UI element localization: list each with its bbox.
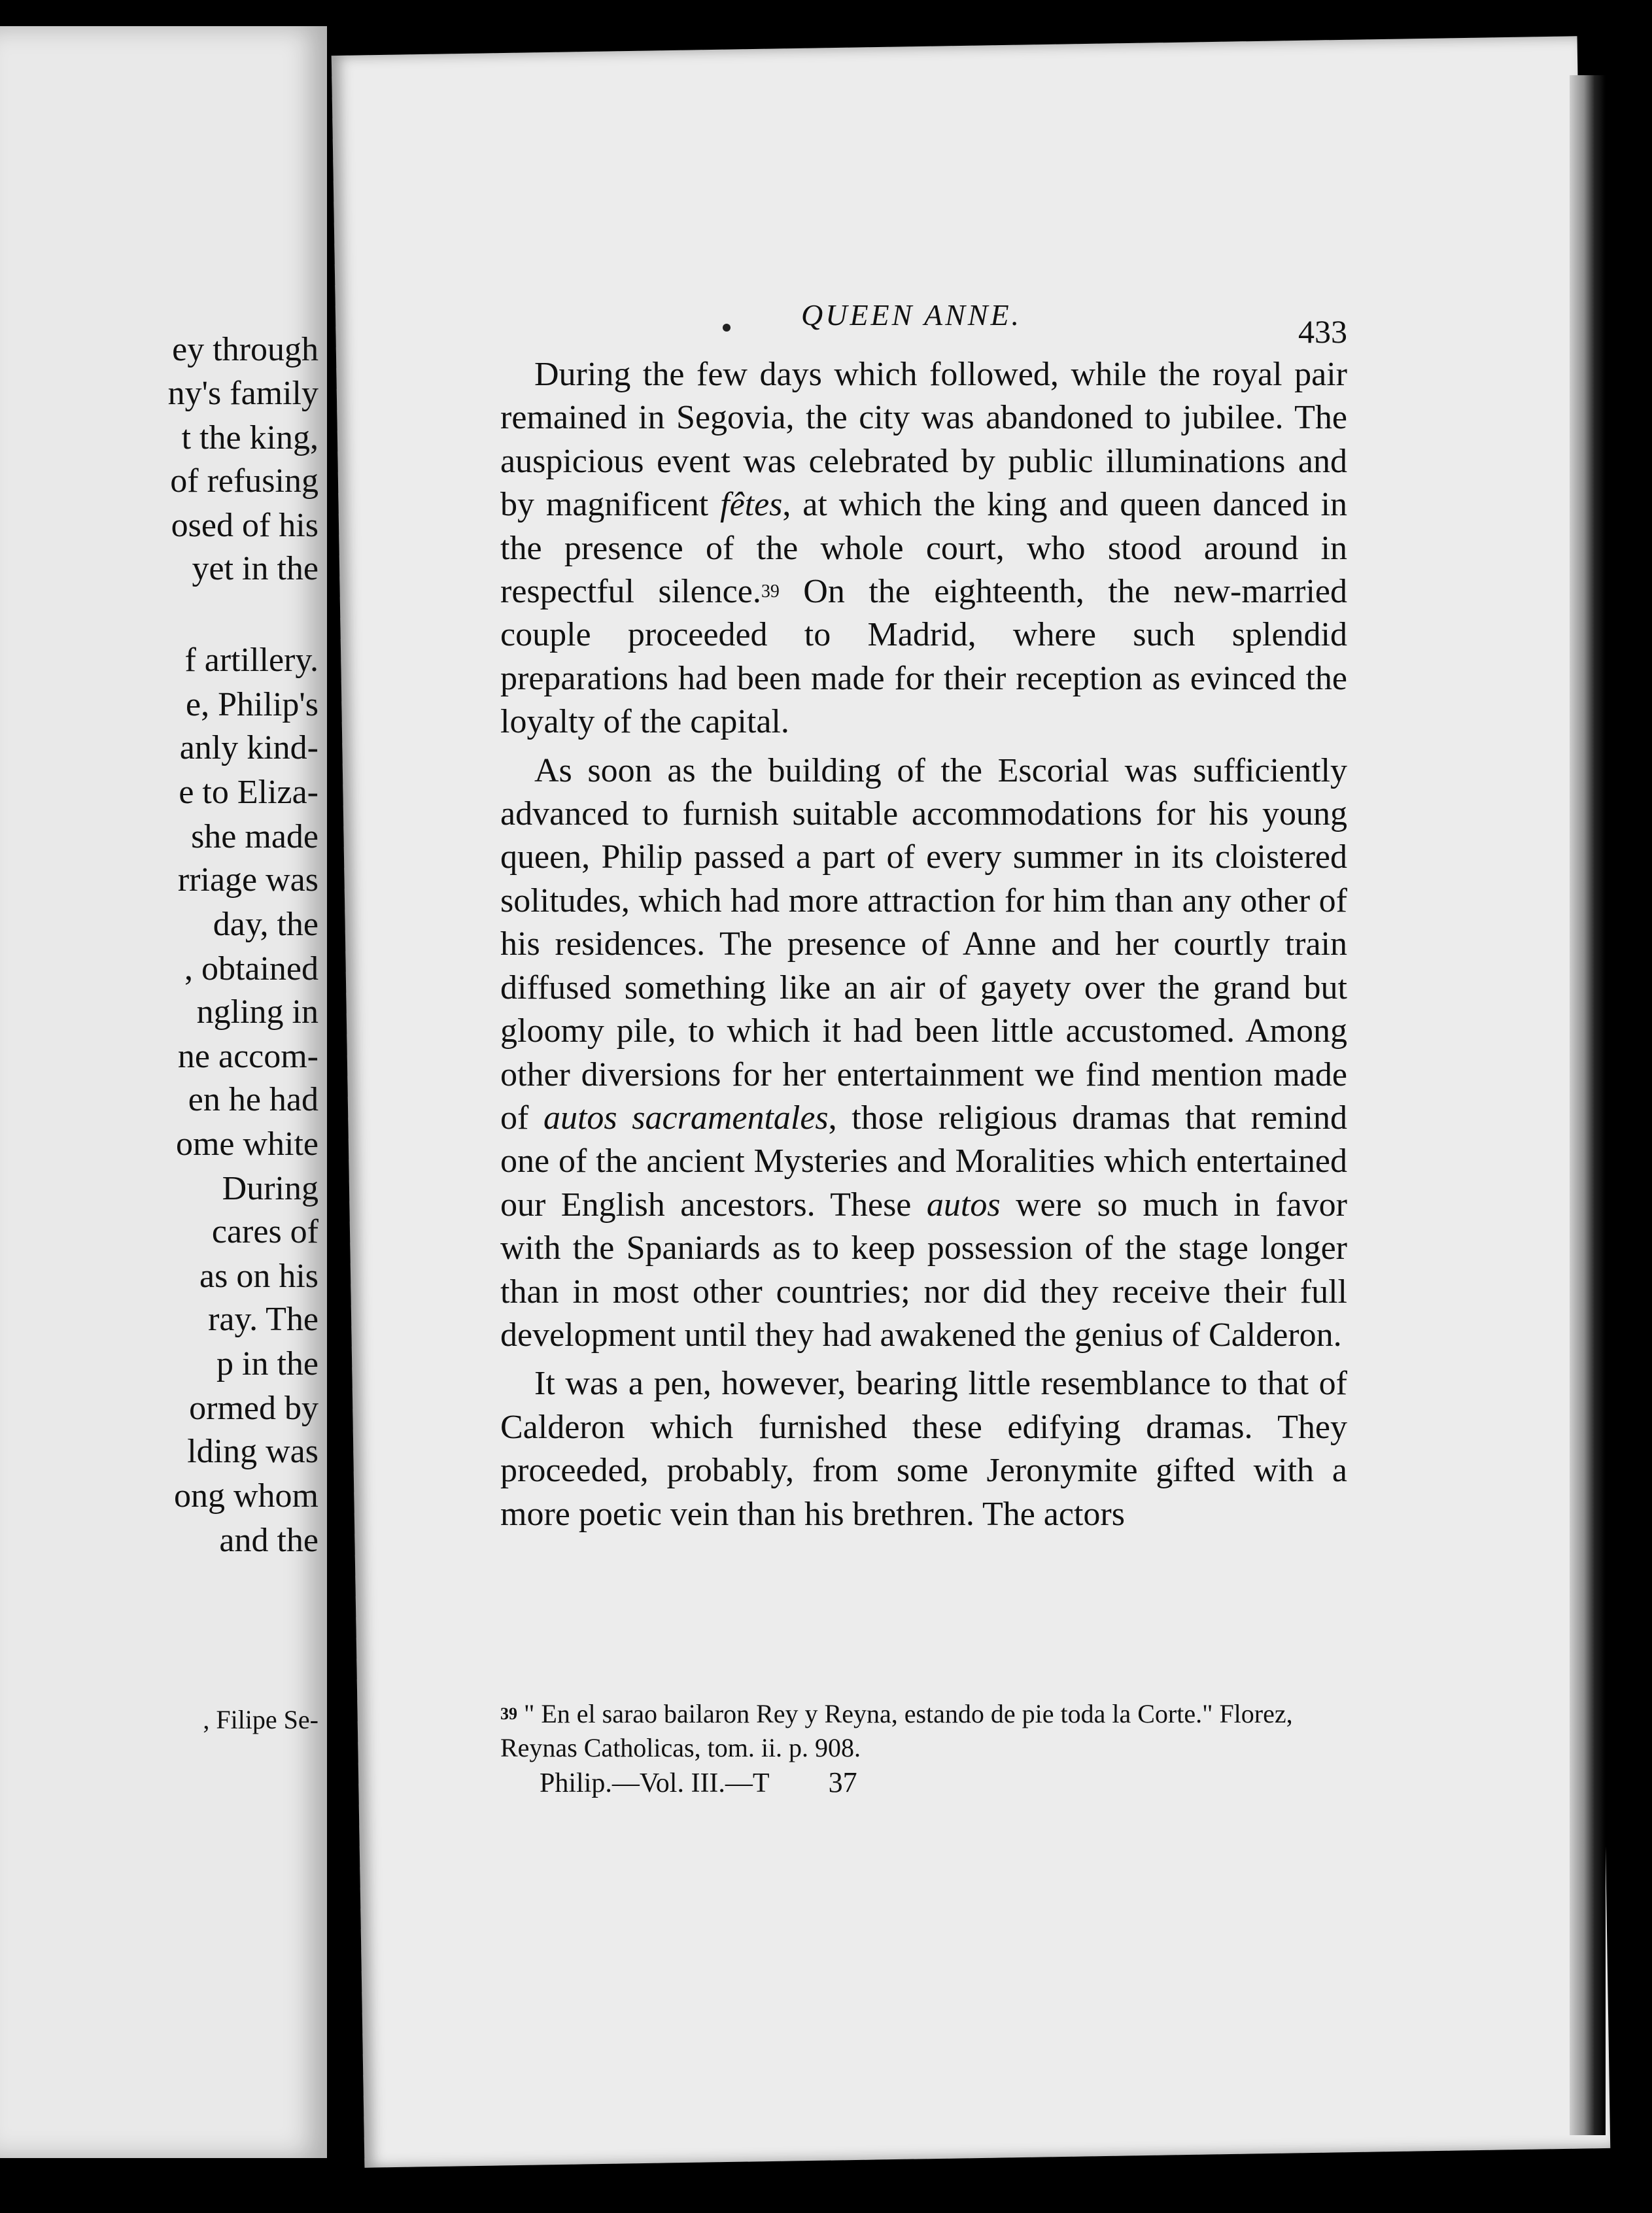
p1-text-a: During the few days which followed, while the royal pair remained in Segovia, the city was abandoned to jubilee. The auspicious event was celebrated by public illuminations and by magnificent	[500, 356, 1347, 524]
left-page	[0, 26, 330, 2158]
footnote-text: " En el sarao bailaron Rey y Reyna, estando de pie toda la Corte." Florez, Reynas Catholicas, tom. ii. p. 908.	[500, 1699, 1293, 1762]
left-page-line: t the king,	[181, 419, 318, 456]
left-page-line: ey through	[172, 331, 318, 368]
paragraph-3	[500, 1362, 1347, 1536]
p1-italic-fetes: fêtes	[720, 486, 783, 524]
left-page-line: yet in the	[192, 550, 318, 587]
left-page-line: ny's family	[167, 375, 318, 412]
left-page-line: cares of	[211, 1213, 318, 1250]
left-page-line: and the	[219, 1522, 318, 1559]
left-page-line: rriage was	[177, 861, 318, 899]
page-number: 433	[1298, 313, 1347, 350]
footnote-mark: 39	[500, 1704, 517, 1723]
p1-text-c: On the eighteenth, the new-married couple proceeded to Madrid, where such splendid preparations had been made for their reception as evinced the loyalty of the capital.	[500, 573, 1348, 741]
p2-italic-autos: autos	[926, 1186, 1001, 1224]
left-page-line: ray. The	[208, 1301, 318, 1338]
left-page-line: osed of his	[171, 507, 318, 544]
p2-text-c: were so much in favor with the Spaniards as to keep possession of the stage longer than in most other countries; nor did they receive their full development until they had awakened the genius of Calderon.	[500, 1186, 1347, 1354]
signature-line	[540, 1766, 857, 1799]
footnote	[500, 1697, 1341, 1765]
left-page-line: ormed by	[189, 1390, 318, 1427]
left-page-line: e to Eliza-	[179, 774, 318, 811]
left-page-line: anly kind-	[179, 729, 318, 766]
left-page-line: as on his	[199, 1258, 318, 1295]
left-page-line: of refusing	[170, 462, 318, 500]
left-page-line: ome white	[175, 1125, 318, 1163]
left-page-line: p in the	[216, 1345, 318, 1382]
running-head: QUEEN ANNE.	[801, 298, 1022, 332]
left-page-line: ong whom	[174, 1477, 318, 1515]
left-page-line: ngling in	[196, 993, 318, 1031]
left-page-line: , obtained	[184, 950, 318, 987]
p2-italic-autos-sacramentales: autos sacramentales	[543, 1099, 829, 1137]
left-page-line: f artillery.	[184, 642, 318, 679]
p2-text-a: As soon as the building of the Escorial was sufficiently advanced to furnish suitable accommodations for his young queen, Philip passed a part of every summer in its cloistered solitudes, which had more attraction for him than any other of his residences. The presence of Anne and her courtly train diffused something like an air of gayety over the grand but gloomy pile, to which it had been little accustomed. Among other diversions for her entertainment we find mention made of	[500, 751, 1347, 1137]
paragraph-2	[500, 749, 1347, 1358]
left-page-line: en he had	[188, 1081, 318, 1118]
left-page-line: lding was	[187, 1433, 318, 1470]
left-page-line: , Filipe Se-	[203, 1705, 318, 1734]
left-page-line: day, the	[213, 906, 318, 943]
p1-text-b: , at which the king and queen danced in the presence of the whole court, who stood around in respectful silence.	[500, 486, 1347, 611]
paragraph-1	[500, 353, 1347, 744]
signature-mark: Philip.—Vol. III.—T	[540, 1768, 770, 1798]
ink-dot	[723, 324, 731, 332]
sheet-number: 37	[828, 1766, 857, 1798]
body-text	[500, 353, 1347, 1536]
left-page-line: she made	[191, 818, 318, 855]
footnote-reference: 39	[761, 581, 780, 602]
left-page-line: e, Philip's	[186, 686, 318, 723]
p2-text-b: , those religious dramas that remind one of the ancient Mysteries and Moralities which entertained our English ancestors. These	[500, 1099, 1347, 1224]
left-page-line: During	[222, 1170, 318, 1207]
p3-text: It was a pen, however, bearing little resemblance to that of Calderon which furnished these edifying dramas. They proceeded, probably, from some Jeronymite gifted with a more poetic vein than his brethren. The actors	[500, 1365, 1347, 1533]
left-page-line: ne accom-	[177, 1038, 318, 1075]
page-edge	[1570, 75, 1606, 2135]
